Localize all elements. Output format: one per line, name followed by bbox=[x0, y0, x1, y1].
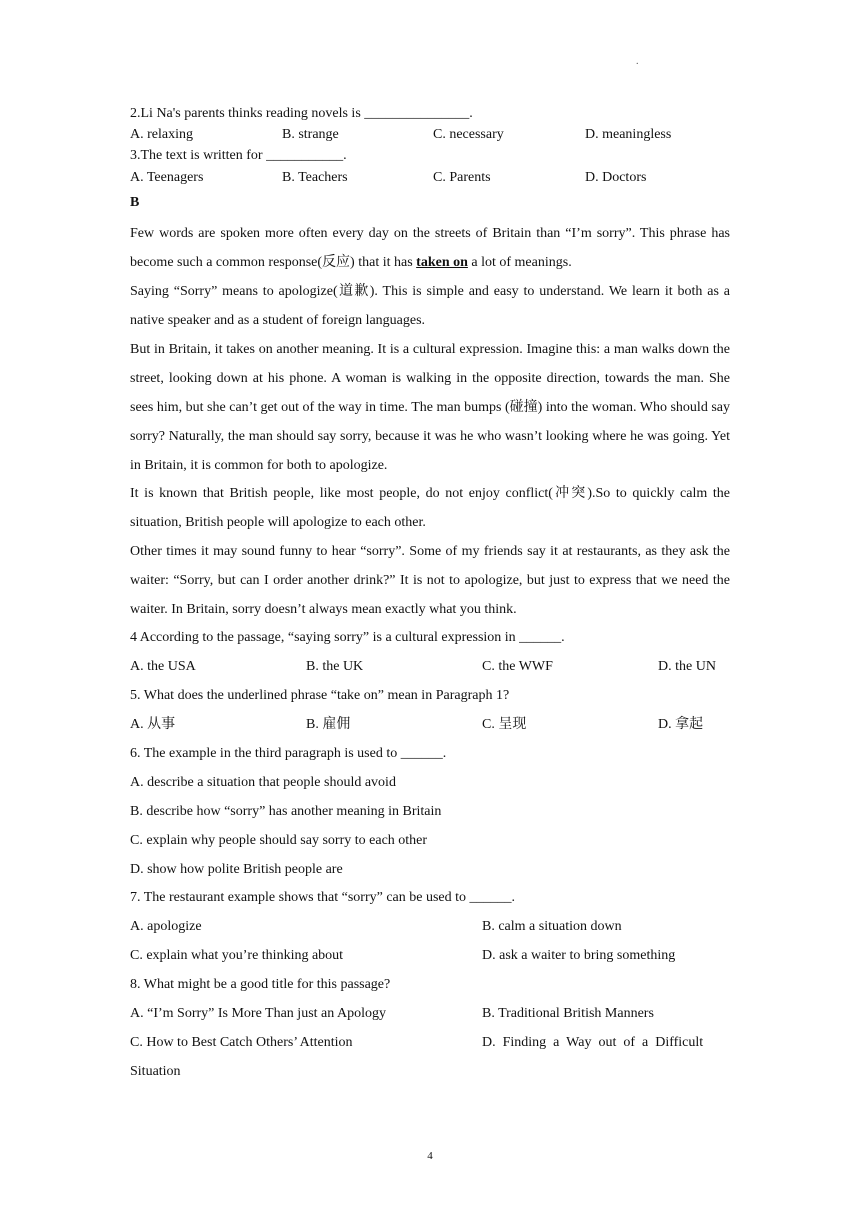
question-2-option-b: B. strange bbox=[282, 127, 339, 142]
question-8-option-a: A. “I’m Sorry” Is More Than just an Apology bbox=[130, 1006, 386, 1021]
question-3-option-c: C. Parents bbox=[433, 170, 491, 185]
question-5-option-d: D. 拿起 bbox=[658, 717, 704, 732]
question-3-option-d: D. Doctors bbox=[585, 170, 647, 185]
question-3-option-a: A. Teenagers bbox=[130, 170, 204, 185]
section-heading: B bbox=[130, 195, 140, 210]
question-4-option-b: B. the UK bbox=[306, 659, 364, 674]
question-8-stem: 8. What might be a good title for this passage? bbox=[130, 977, 391, 992]
page-number: 4 bbox=[427, 1150, 433, 1162]
question-8-option-d-continued: Situation bbox=[130, 1064, 181, 1079]
question-3-stem: 3.The text is written for ___________. bbox=[130, 148, 347, 163]
question-2-option-c: C. necessary bbox=[433, 127, 504, 142]
question-5-option-c: C. 呈现 bbox=[482, 717, 527, 732]
question-2-stem: 2.Li Na's parents thinks reading novels is _______________. bbox=[130, 106, 473, 121]
paragraph-1-text-start: Few words are spoken more often every day on the streets of Britain than “I’m sorry”. This phrase has become such a common response(反应) that it has bbox=[130, 226, 730, 270]
question-5-option-b: B. 雇佣 bbox=[306, 717, 351, 732]
question-6-stem: 6. The example in the third paragraph is used to ______. bbox=[130, 746, 447, 761]
question-5-stem: 5. What does the underlined phrase “take on” mean in Paragraph 1? bbox=[130, 688, 510, 703]
question-6-option-c: C. explain why people should say sorry to each other bbox=[130, 833, 428, 848]
passage-paragraph-3: But in Britain, it takes on another meaning. It is a cultural expression. Imagine this: a man walks down the street, looking down at his phone. A woman is walking in the opposite direction, towards the man. She sees him, but she can’t get out of the way in time. The man bumps (碰撞) into the woman. Who should say sorry? Naturally, the man should say sorry, because it was he who wasn’t looking where he was going. Yet in Britain, it is common for both to apologize. bbox=[130, 342, 730, 473]
question-8-option-b: B. Traditional British Manners bbox=[482, 1006, 654, 1021]
header-mark: . bbox=[636, 56, 639, 67]
question-7-option-a: A. apologize bbox=[130, 919, 202, 934]
question-8-option-d: D. Finding a Way out of a Difficult bbox=[482, 1035, 704, 1050]
question-3-option-b: B. Teachers bbox=[282, 170, 348, 185]
passage-paragraph-2: Saying “Sorry” means to apologize(道歉). This is simple and easy to understand. We learn it both as a native speaker and as a student of foreign languages. bbox=[130, 284, 730, 328]
question-2-option-d: D. meaningless bbox=[585, 127, 672, 142]
question-7-option-b: B. calm a situation down bbox=[482, 919, 622, 934]
question-5-option-a: A. 从事 bbox=[130, 717, 176, 732]
passage-paragraph-1 bbox=[130, 219, 730, 277]
question-7-option-c: C. explain what you’re thinking about bbox=[130, 948, 344, 963]
question-6-option-d: D. show how polite British people are bbox=[130, 862, 343, 877]
question-4-option-c: C. the WWF bbox=[482, 659, 553, 674]
question-4-option-d: D. the UN bbox=[658, 659, 716, 674]
question-8-option-c: C. How to Best Catch Others’ Attention bbox=[130, 1035, 353, 1050]
question-7-stem: 7. The restaurant example shows that “sorry” can be used to ______. bbox=[130, 890, 516, 905]
question-7-option-d: D. ask a waiter to bring something bbox=[482, 948, 676, 963]
passage-paragraph-5: Other times it may sound funny to hear “sorry”. Some of my friends say it at restaurants, as they ask the waiter: “Sorry, but can I order another drink?” It is not to apologize, but just to express that we need the waiter. In Britain, sorry doesn’t always mean exactly what you think. bbox=[130, 544, 730, 617]
question-4-stem: 4 According to the passage, “saying sorry” is a cultural expression in ______. bbox=[130, 630, 565, 645]
question-4-option-a: A. the USA bbox=[130, 659, 196, 674]
underlined-phrase: taken on bbox=[416, 255, 468, 270]
paragraph-1-text-end: a lot of meanings. bbox=[467, 255, 572, 270]
passage-paragraph-4: It is known that British people, like most people, do not enjoy conflict(冲突).So to quickly calm the situation, British people will apologize to each other. bbox=[130, 486, 730, 530]
question-6-option-b: B. describe how “sorry” has another meaning in Britain bbox=[130, 804, 442, 819]
question-6-option-a: A. describe a situation that people should avoid bbox=[130, 775, 396, 790]
question-2-option-a: A. relaxing bbox=[130, 127, 193, 142]
